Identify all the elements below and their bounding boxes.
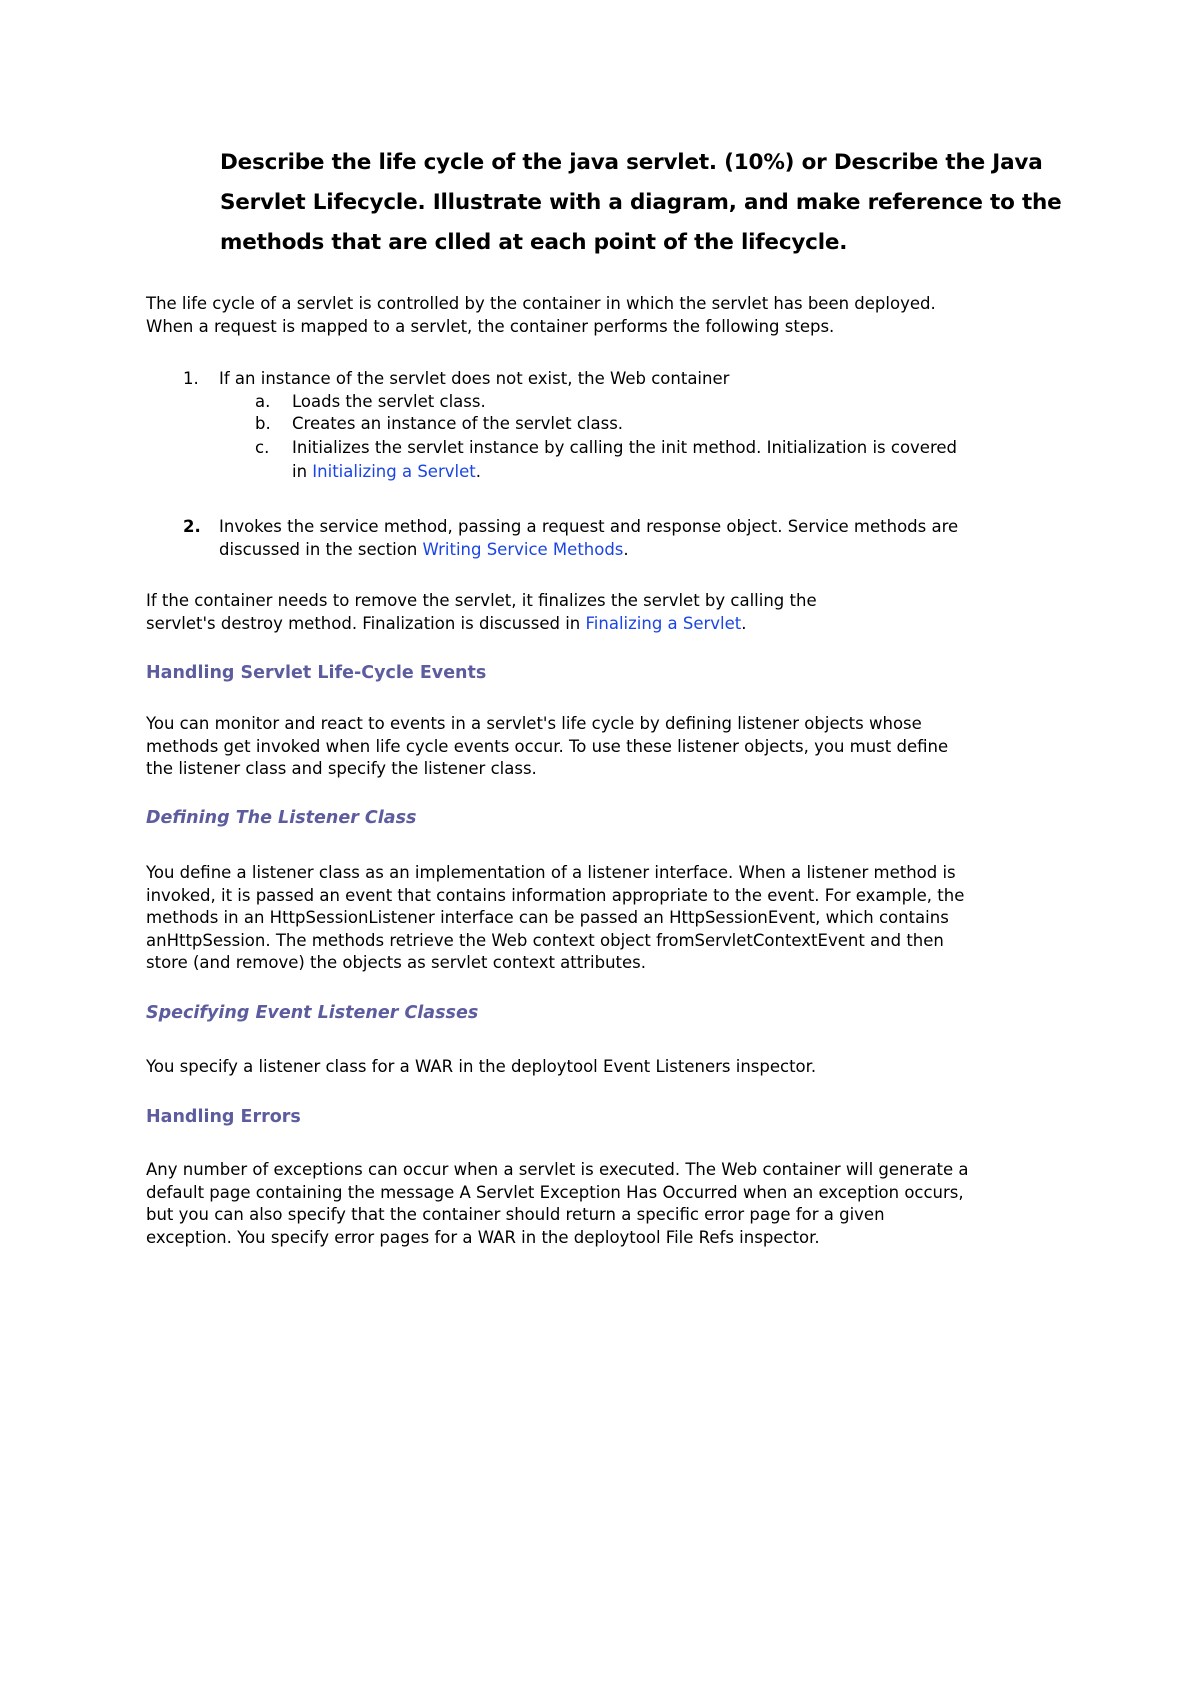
remove-line-1: If the container needs to remove the servlet, it finalizes the servlet by calling the: [146, 591, 817, 610]
heading-handling-errors: Handling Errors: [146, 1107, 301, 1127]
events-paragraph: [146, 713, 1086, 781]
errors-line-4: exception. You specify error pages for a WAR in the deploytool File Refs inspector.: [146, 1227, 820, 1247]
title-line-3: methods that are clled at each point of the lifecycle.: [220, 230, 848, 255]
substep-c-continuation: [292, 461, 481, 484]
defining-line-4: anHttpSession. The methods retrieve the Web context object fromServletContextEvent and then: [146, 930, 944, 950]
events-line-1: You can monitor and react to events in a servlet's life cycle by defining listener objects whose: [146, 714, 922, 733]
step-2-line-2: [219, 539, 629, 562]
question-title: [220, 143, 1062, 263]
step-2-number: 2.: [183, 517, 201, 536]
specifying-line-1: You specify a listener class for a WAR in the deploytool Event Listeners inspector.: [146, 1057, 817, 1076]
substep-c-text: Initializes the servlet instance by calling the init method. Initialization is covered: [292, 438, 957, 457]
remove-line-2: [146, 613, 1086, 636]
heading-defining-listener: Defining The Listener Class: [146, 808, 417, 828]
remove-prefix: servlet's destroy method. Finalization is discussed in: [146, 613, 586, 633]
errors-line-2: default page containing the message A Servlet Exception Has Occurred when an exception occurs,: [146, 1182, 964, 1202]
step-2-prefix: discussed in the section: [219, 540, 423, 559]
intro-line-1: The life cycle of a servlet is controlled by the container in which the servlet has been deployed.: [146, 294, 936, 313]
substep-b-text: Creates an instance of the servlet class.: [292, 414, 624, 433]
defining-line-2: invoked, it is passed an event that contains information appropriate to the event. For example, the: [146, 885, 965, 905]
intro-paragraph: [146, 293, 1086, 338]
title-line-2: Servlet Lifecycle. Illustrate with a diagram, and make reference to the: [220, 190, 1062, 215]
intro-line-2: When a request is mapped to a servlet, the container performs the following steps.: [146, 316, 835, 336]
remove-paragraph: [146, 590, 1086, 635]
substep-c-prefix: in: [292, 462, 313, 481]
remove-suffix: .: [741, 613, 747, 633]
substep-a-text: Loads the servlet class.: [292, 392, 486, 411]
heading-lifecycle-events: Handling Servlet Life-Cycle Events: [146, 663, 487, 683]
defining-line-3: methods in an HttpSessionListener interface can be passed an HttpSessionEvent, which contains: [146, 908, 949, 927]
substep-b-label: b.: [255, 414, 271, 433]
step-1-text: If an instance of the servlet does not exist, the Web container: [219, 369, 730, 388]
substep-a-label: a.: [255, 392, 271, 411]
title-line-1: Describe the life cycle of the java servlet. (10%) or Describe the Java: [220, 150, 1043, 175]
specifying-paragraph: [146, 1056, 1086, 1079]
defining-paragraph: [146, 862, 1086, 975]
events-line-2: methods get invoked when life cycle events occur. To use these listener objects, you must define: [146, 736, 949, 756]
substep-c-label: c.: [255, 438, 270, 457]
writing-service-methods-link[interactable]: Writing Service Methods: [422, 540, 624, 559]
substep-c-suffix: .: [475, 462, 481, 481]
step-1-number: 1.: [183, 369, 199, 388]
errors-paragraph: [146, 1159, 1086, 1249]
step-2-suffix: .: [623, 540, 629, 559]
finalizing-servlet-link[interactable]: Finalizing a Servlet: [585, 613, 742, 633]
errors-line-1: Any number of exceptions can occur when a servlet is executed. The Web container will generate a: [146, 1160, 969, 1179]
step-2-line-1: Invokes the service method, passing a request and response object. Service methods are: [219, 517, 959, 536]
heading-specifying-listener: Specifying Event Listener Classes: [146, 1003, 479, 1023]
defining-line-1: You define a listener class as an implementation of a listener interface. When a listener method is: [146, 863, 956, 882]
defining-line-5: store (and remove) the objects as servlet context attributes.: [146, 953, 646, 972]
initializing-servlet-link[interactable]: Initializing a Servlet: [312, 462, 476, 481]
events-line-3: the listener class and specify the listener class.: [146, 759, 537, 778]
errors-line-3: but you can also specify that the container should return a specific error page for a given: [146, 1205, 885, 1224]
